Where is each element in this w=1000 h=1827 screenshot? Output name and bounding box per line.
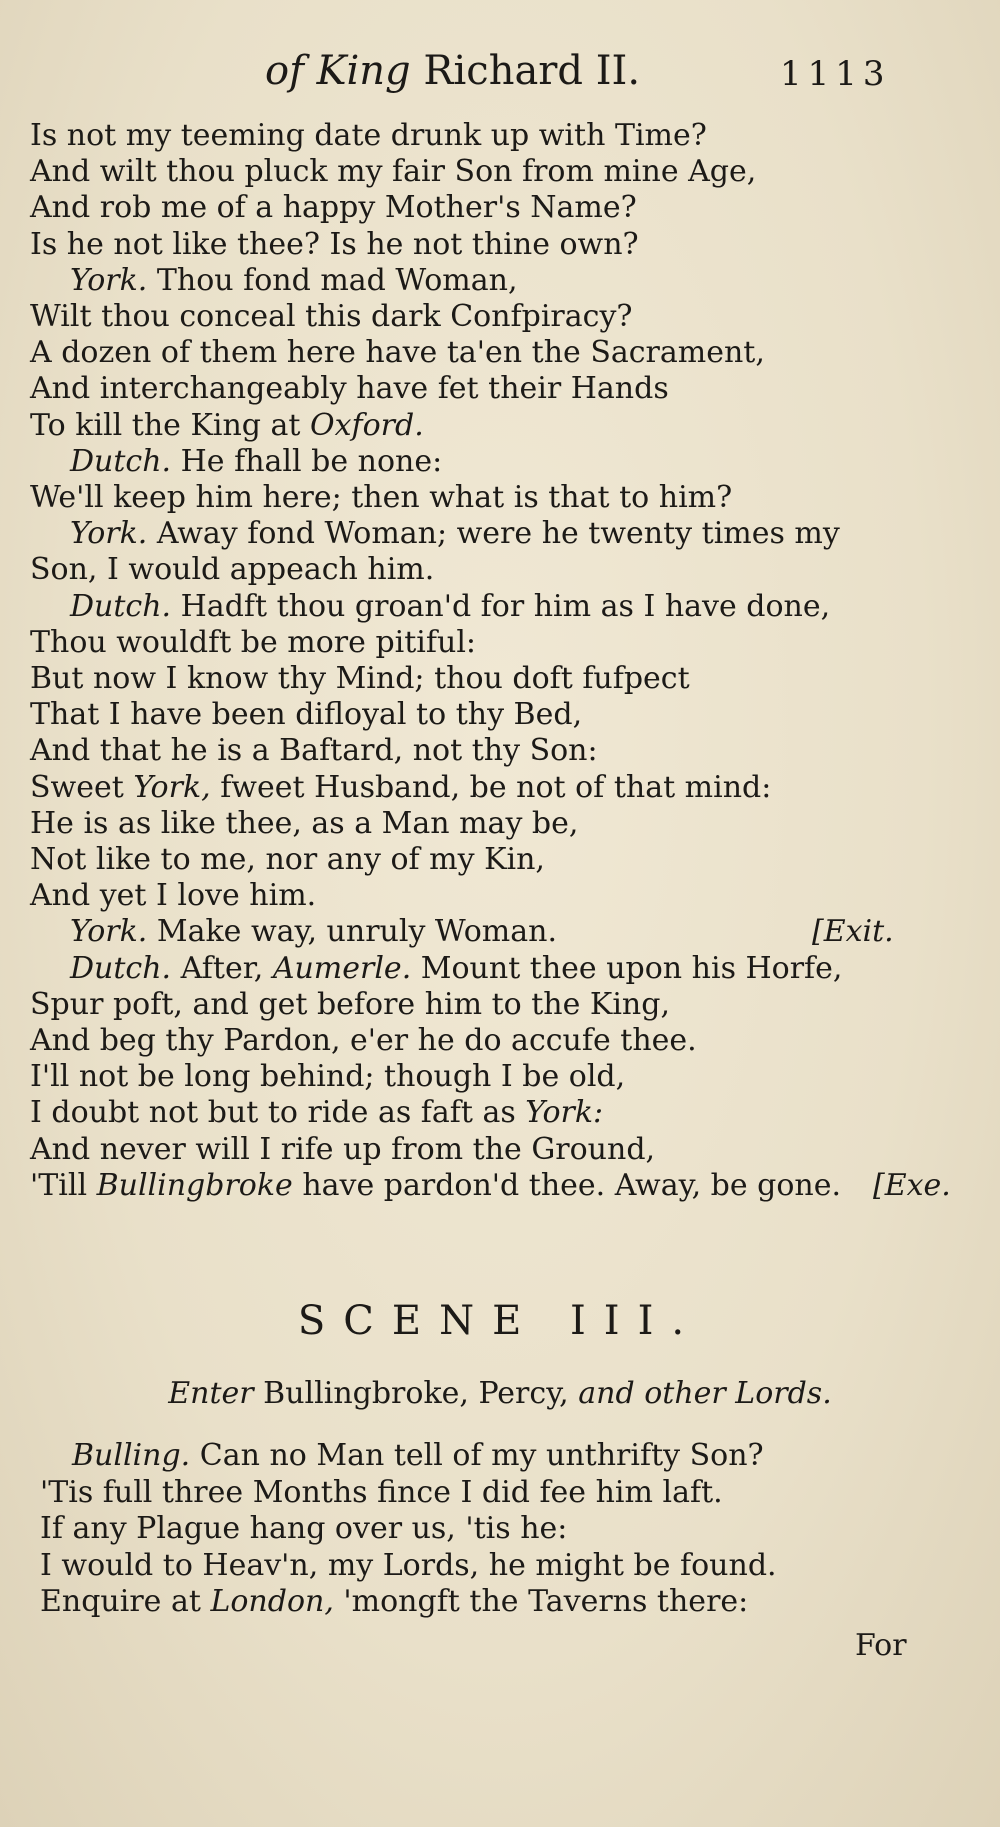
verse-line <box>30 625 476 661</box>
line-text: And rob me of a happy Mother's Name? <box>30 190 637 226</box>
verse-line <box>30 190 637 226</box>
line-text: Thou fond mad Woman, <box>156 262 518 298</box>
speaker-name: Dutch. <box>70 950 172 986</box>
verse-line <box>70 444 442 480</box>
line-text: A dozen of them here have ta'en the Sacrament, <box>30 335 765 371</box>
italic-name: London, <box>210 1584 334 1619</box>
speaker-name: Dutch. <box>70 443 172 479</box>
line-text: 'Till <box>30 1167 97 1203</box>
speaker-name: Dutch. <box>70 588 172 624</box>
verse-line <box>30 1168 841 1204</box>
line-text: Enquire at <box>40 1584 211 1619</box>
verse-line <box>30 878 316 914</box>
verse-line <box>30 1132 655 1168</box>
verse-line <box>30 118 707 154</box>
verse-line <box>40 1511 567 1547</box>
verse-line <box>70 516 840 552</box>
stage-direction: [Exit. <box>812 914 894 950</box>
line-text-2: fweet Husband, be not of that mind: <box>210 769 772 805</box>
page-number: 1113 <box>780 54 891 94</box>
italic-name: Bullingbroke <box>96 1167 293 1203</box>
line-text: And yet I love him. <box>30 878 317 914</box>
verse-line <box>30 770 771 806</box>
line-text: If any Plague hang over us, 'tis he: <box>40 1511 568 1546</box>
verse-line <box>70 914 557 950</box>
verse-line <box>30 806 578 842</box>
italic-name: York, <box>133 769 211 805</box>
verse-line <box>30 1095 603 1131</box>
entry-rest: and other Lords. <box>578 1376 832 1411</box>
line-text: 'Tis full three Months fince I did fee him laft. <box>40 1474 723 1510</box>
verse-line <box>70 589 830 625</box>
line-text-2: 'mongft the Taverns there: <box>333 1584 749 1619</box>
line-text: And beg thy Pardon, e'er he do accufe thee. <box>30 1023 697 1058</box>
page-header <box>0 48 1000 108</box>
speaker-name: York. <box>70 262 148 298</box>
verse-line <box>40 1548 777 1584</box>
verse-line <box>30 335 765 371</box>
line-text: And never will I rife up from the Ground, <box>30 1131 656 1167</box>
entry-enter: Enter <box>168 1376 254 1411</box>
line-text: Son, I would appeach him. <box>30 552 435 588</box>
running-title <box>265 48 640 94</box>
verse-line <box>70 263 517 299</box>
line-text: Is he not like thee? Is he not thine own? <box>30 226 639 262</box>
verse-line <box>30 842 545 878</box>
verse-line <box>30 154 756 190</box>
line-text: Wilt thou conceal this dark Confpiracy? <box>30 299 633 334</box>
verse-line <box>30 697 582 733</box>
verse-line <box>30 371 669 407</box>
verse-line <box>30 299 633 335</box>
speaker-name: Bulling. <box>72 1438 191 1473</box>
line-text: Can no Man tell of my unthrifty Son? <box>199 1438 764 1473</box>
line-text: He fhall be none: <box>180 443 443 479</box>
verse-line <box>30 733 598 769</box>
line-text: Sweet <box>30 769 134 805</box>
line-text: Spur poft, and get before him to the King, <box>30 986 670 1022</box>
line-text-2: Mount thee upon his Horfe, <box>411 950 843 986</box>
title-of: of <box>265 48 304 94</box>
line-text: Away fond Woman; were he twenty times my <box>156 516 840 552</box>
verse-line <box>40 1475 723 1511</box>
line-text: We'll keep him here; then what is that to him? <box>30 480 733 515</box>
verse-line <box>30 661 690 697</box>
entry-names: Bullingbroke, Percy, <box>253 1376 579 1411</box>
line-text: I'll not be long behind; though I be old, <box>30 1059 626 1095</box>
verse-line <box>30 480 732 516</box>
line-text: And interchangeably have fet their Hands <box>30 371 669 407</box>
verse-line <box>30 1059 625 1095</box>
line-text: But now I know thy Mind; thou doft fufpect <box>30 661 690 696</box>
italic-name: Oxford. <box>310 407 424 443</box>
line-text: Make way, unruly Woman. <box>156 914 557 950</box>
speaker-name: York. <box>70 516 148 552</box>
italic-name: York: <box>525 1095 604 1131</box>
line-text: I would to Heav'n, my Lords, he might be found. <box>40 1547 777 1583</box>
line-text: Thou wouldft be more pitiful: <box>30 624 477 660</box>
verse-line <box>70 951 842 987</box>
stage-entry <box>0 1376 1000 1411</box>
line-text: He is as like thee, as a Man may be, <box>30 805 579 841</box>
line-text: And wilt thou pluck my fair Son from mine Age, <box>30 154 757 190</box>
line-text: After, <box>180 950 273 986</box>
verse-line <box>30 1023 697 1059</box>
verse-line <box>30 227 639 263</box>
line-text: Hadft thou groan'd for him as I have done, <box>180 588 831 624</box>
line-text: I doubt not but to ride as faft as <box>30 1095 526 1131</box>
line-text: Not like to me, nor any of my Kin, <box>30 842 545 877</box>
title-king: King <box>316 48 411 94</box>
verse-line <box>40 1584 748 1620</box>
italic-name: Aumerle. <box>272 950 412 986</box>
speaker-name: York. <box>70 914 148 950</box>
line-text: To kill the King at <box>30 407 310 443</box>
scene-heading: SCENE III. <box>297 1298 703 1344</box>
verse-line <box>30 987 670 1023</box>
verse-line <box>30 552 434 588</box>
title-rest: Richard II. <box>423 48 641 94</box>
line-text: Is not my teeming date drunk up with Time? <box>30 118 707 153</box>
line-text: And that he is a Baftard, not thy Son: <box>30 733 598 769</box>
verse-line <box>30 408 424 444</box>
catchword: For <box>855 1628 907 1663</box>
line-text-2: have pardon'd thee. Away, be gone. <box>292 1167 842 1203</box>
verse-line <box>72 1438 764 1474</box>
line-text: That I have been difloyal to thy Bed, <box>30 697 583 733</box>
stage-direction: [Exe. <box>873 1167 951 1203</box>
